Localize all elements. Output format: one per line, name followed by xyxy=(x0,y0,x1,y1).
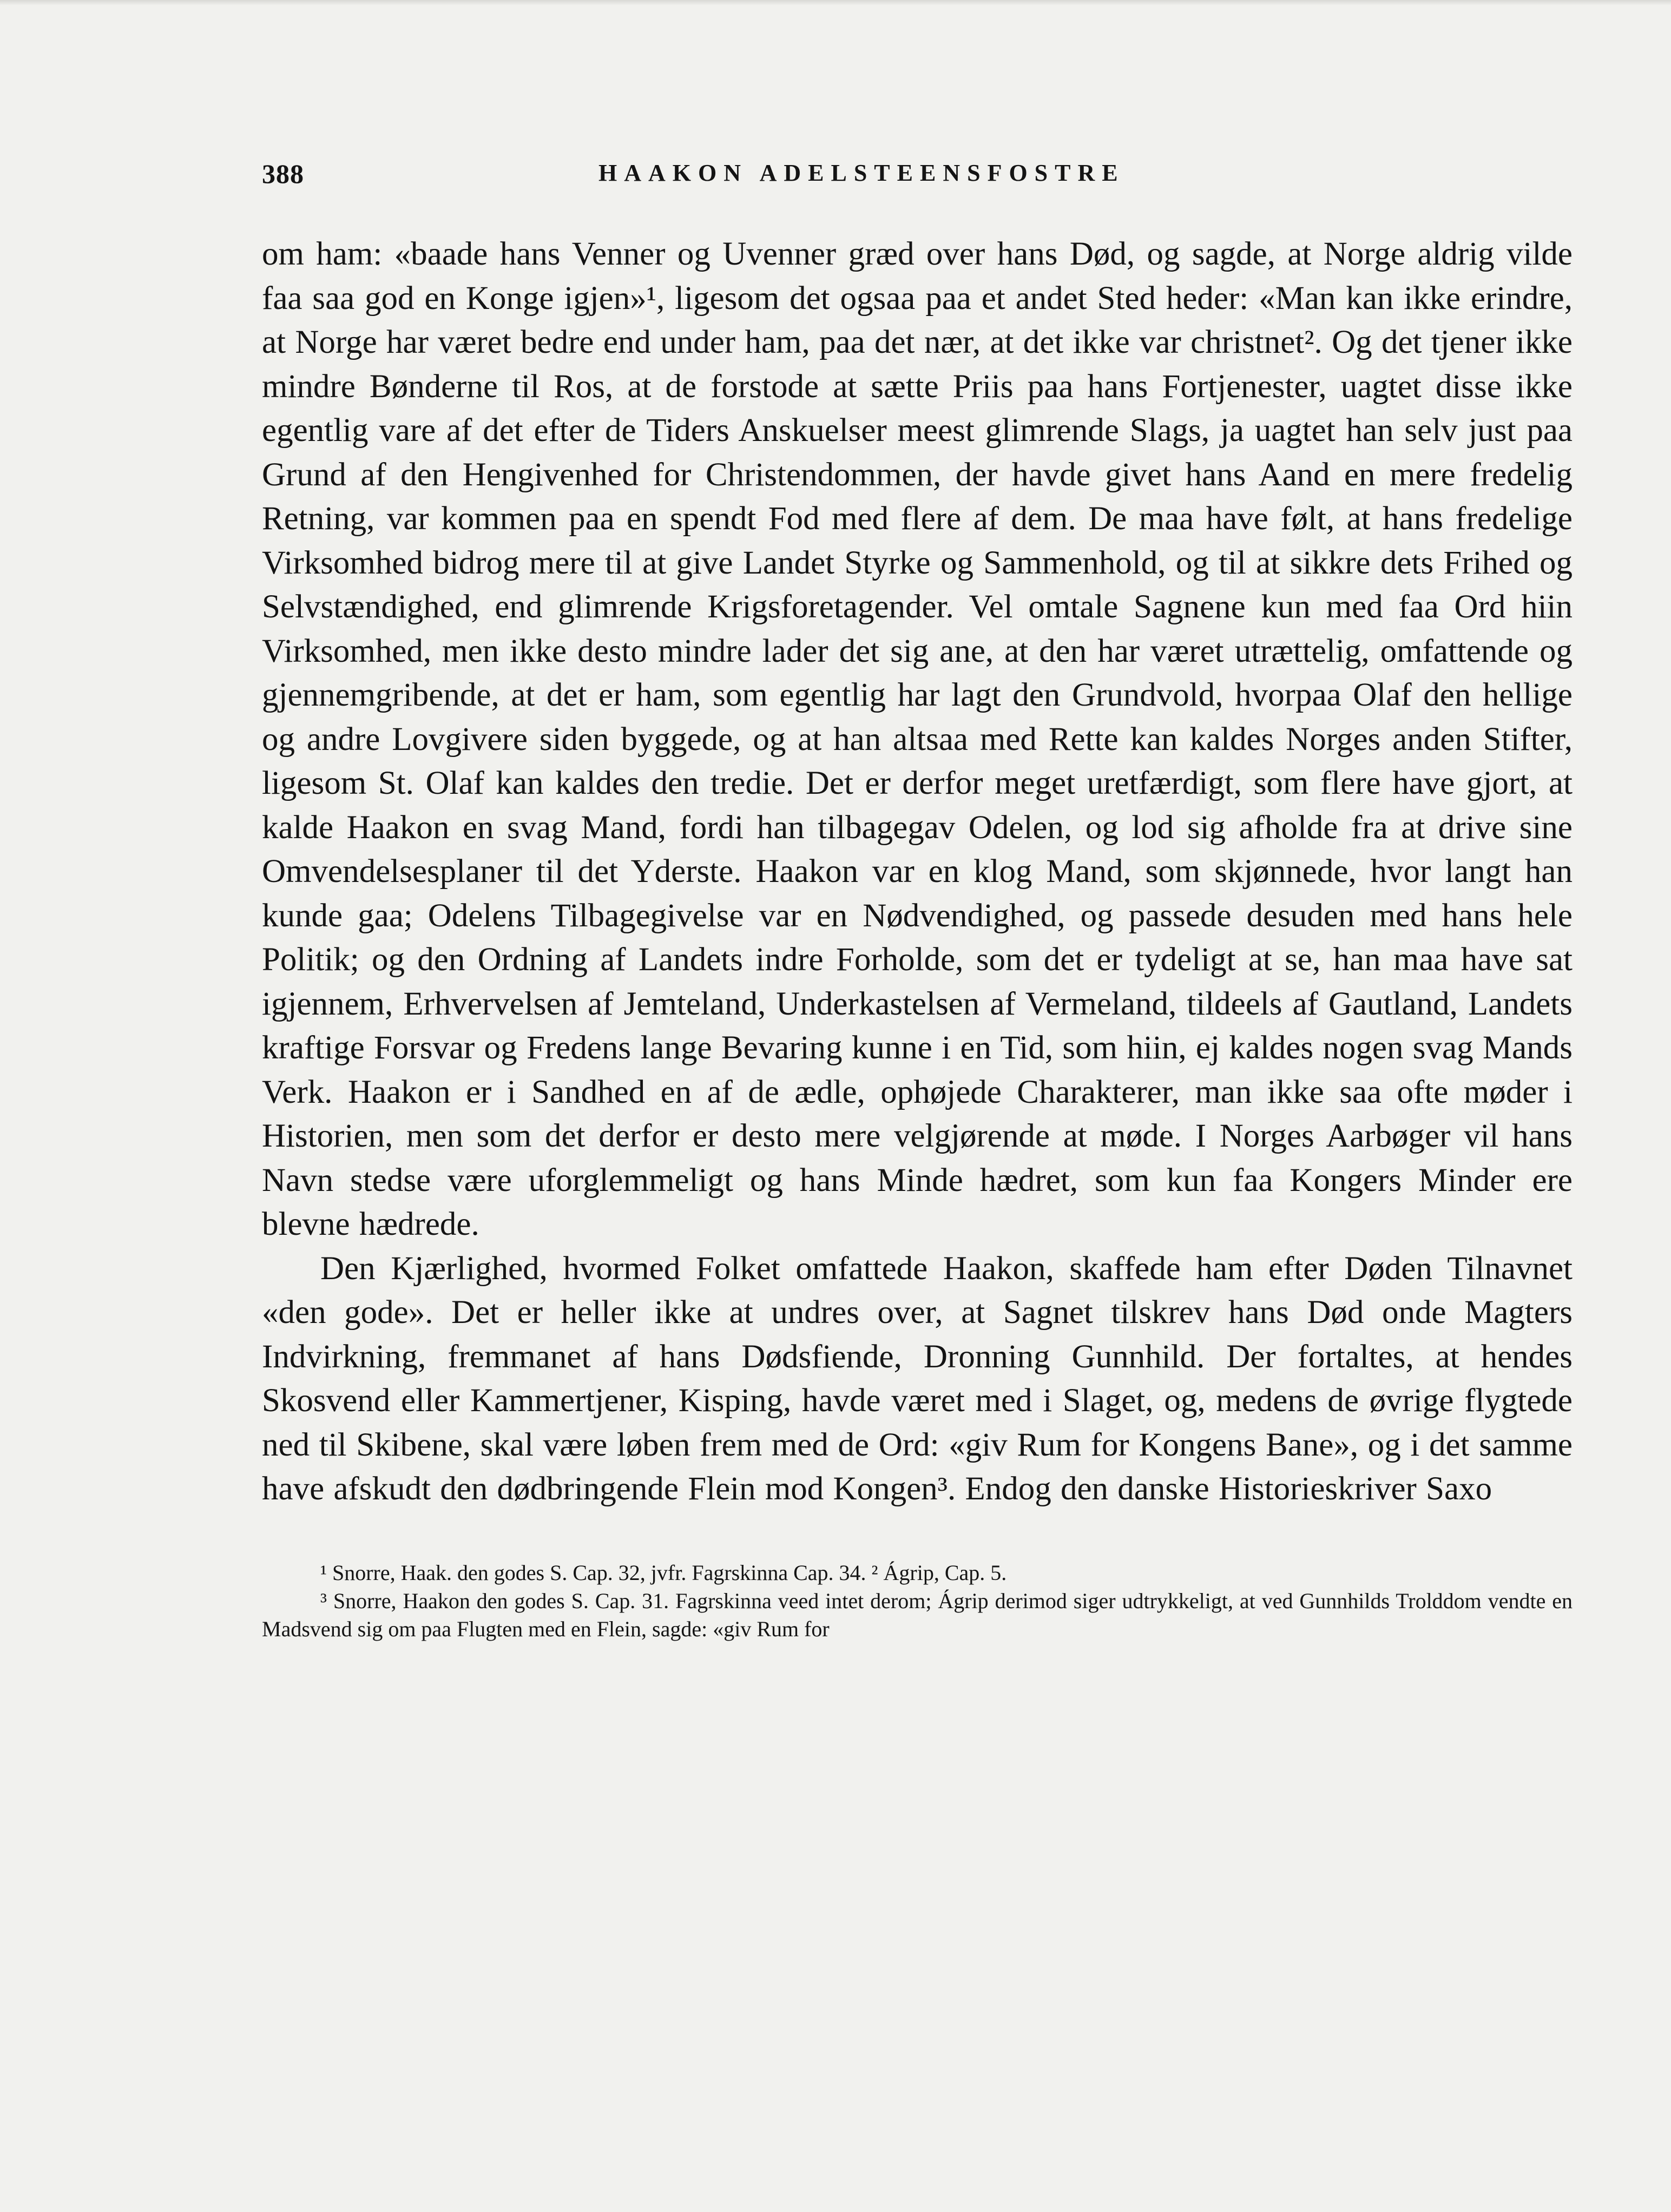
scan-edge xyxy=(0,0,1671,5)
footnotes xyxy=(262,1559,1573,1643)
body-paragraph: Den Kjærlighed, hvormed Folket omfattede Haakon, skaffede ham efter Døden Tilnavnet «den gode». Det er heller ikke at undres over, at Sagnet tilskrev hans Død onde Magters Indvirkning, fremmanet af hans Dødsfiende, Dronning Gunnhild. Der fortaltes, at hendes Skosvend eller Kammertjener, Kisping, havde været med i Slaget, og, medens de øvrige flygtede ned til Skibene, skal være løben frem med de Ord: «giv Rum for Kongens Bane», og i det samme have afskudt den dødbringende Flein mod Kongen³. Endog den danske Historieskriver Saxo xyxy=(262,1250,1573,1507)
body-text xyxy=(262,232,1573,1511)
page-number: 388 xyxy=(262,159,304,189)
running-title: HAAKON ADELSTEENSFOSTRE xyxy=(598,160,1125,186)
running-head xyxy=(262,158,1573,201)
book-page xyxy=(262,158,1573,1643)
footnote: ¹ Snorre, Haak. den godes S. Cap. 32, jvfr. Fagrskinna Cap. 34. ² Ágrip, Cap. 5. xyxy=(320,1560,1007,1585)
footnote: ³ Snorre, Haakon den godes S. Cap. 31. Fagrskinna veed intet derom; Ágrip derimod siger udtrykkeligt, at ved Gunnhilds Trolddom vendte en Madsvend sig om paa Flugten med en Flein, sagde: «giv Rum for xyxy=(262,1588,1573,1641)
body-paragraph: om ham: «baade hans Venner og Uvenner græd over hans Død, og sagde, at Norge aldrig vilde faa saa god en Konge igjen»¹, ligesom det ogsaa paa et andet Sted heder: «Man kan ikke erindre, at Norge har været bedre end under ham, paa det nær, at det ikke var christnet². Og det tjener ikke mindre Bønderne til Ros, at de forstode at sætte Priis paa hans Fortjenester, uagtet disse ikke egentlig vare af det efter de Tiders Anskuelser meest glimrende Slags, ja uagtet han selv just paa Grund af den Hengivenhed for Christendommen, der havde givet hans Aand en mere fredelig Retning, var kommen paa en spendt Fod med flere af dem. De maa have følt, at hans fredelige Virksomhed bidrog mere til at give Landet Styrke og Sammenhold, og til at sikkre dets Frihed og Selvstændighed, end glimrende Krigsforetagender. Vel omtale Sagnene kun med faa Ord hiin Virksomhed, men ikke desto mindre lader det sig ane, at den har været utrættelig, omfattende og gjennemgribende, at det er ham, som egentlig har lagt den Grundvold, hvorpaa Olaf den hellige og andre Lovgivere siden byggede, og at han altsaa med Rette kan kaldes Norges anden Stifter, ligesom St. Olaf kan kaldes den tredie. Det er derfor meget uretfærdigt, som flere have gjort, at kalde Haakon en svag Mand, fordi han tilbagegav Odelen, og lod sig afholde fra at drive sine Omvendelsesplaner til det Yderste. Haakon var en klog Mand, som skjønnede, hvor langt han kunde gaa; Odelens Tilbagegivelse var en Nødvendighed, og passede desuden med hans hele Politik; og den Ordning af Landets indre Forholde, som det er tydeligt at se, han maa have sat igjennem, Erhvervelsen af Jemteland, Underkastelsen af Vermeland, tildeels af Gautland, Landets kraftige Forsvar og Fredens lange Bevaring kunne i en Tid, som hiin, ej kaldes nogen svag Mands Verk. Haakon er i Sandhed en af de ædle, ophøjede Charakterer, man ikke saa ofte møder i Historien, men som det derfor er desto mere velgjørende at møde. I Norges Aarbøger vil hans Navn stedse være uforglemmeligt og hans Minde hædret, som kun faa Kongers Minder ere blevne hædrede. xyxy=(262,236,1573,1242)
